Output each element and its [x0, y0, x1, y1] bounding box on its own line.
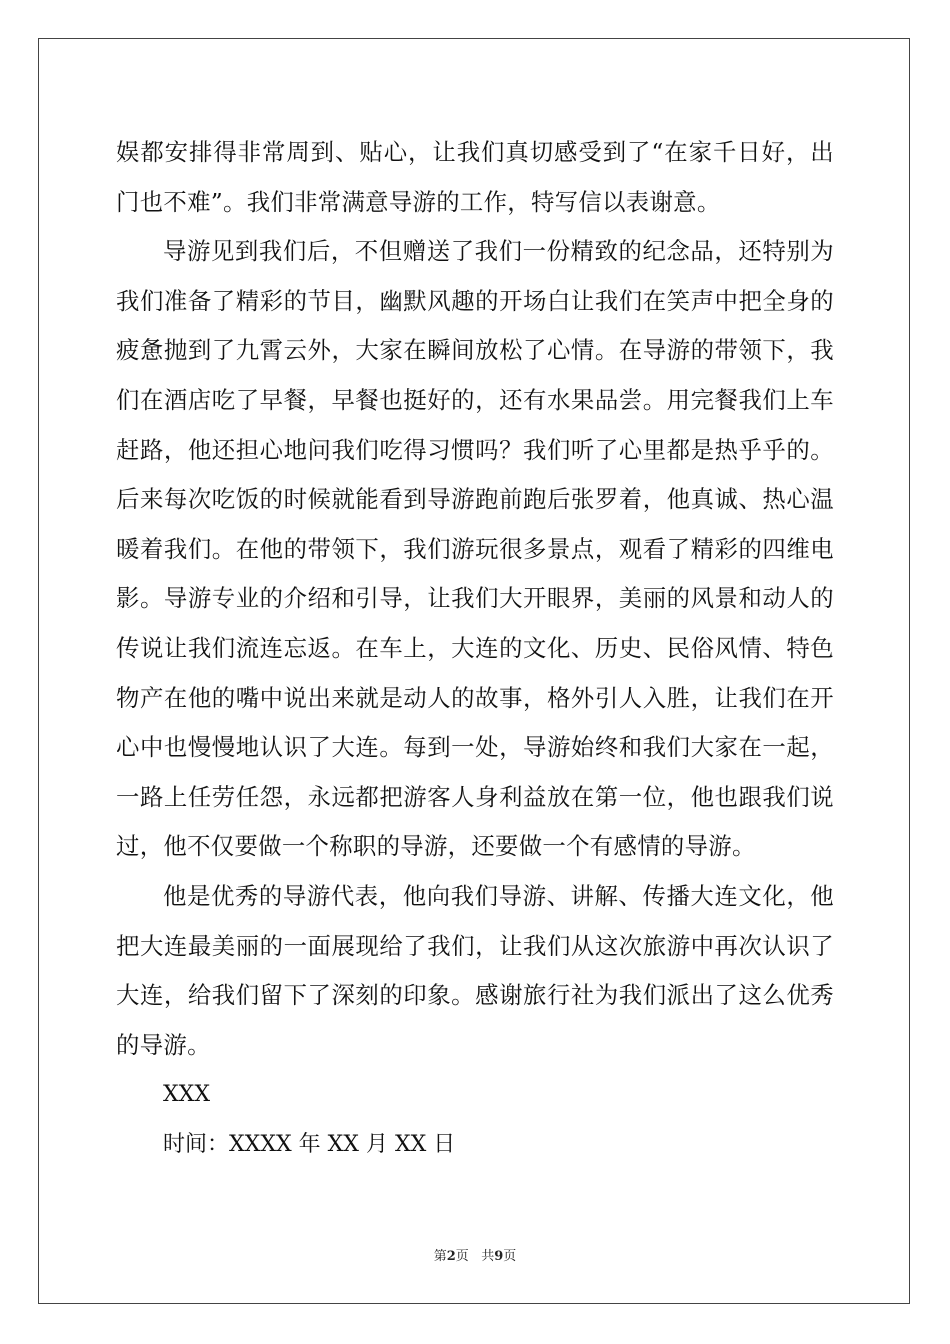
total-pages: 9 — [494, 1249, 504, 1264]
paragraph-3: 他是优秀的导游代表，他向我们导游、讲解、传播大连文化，他把大连最美丽的一面展现给了我们，让我们从这次旅游中再次认识了大连，给我们留下了深刻的印象。感谢旅行社为我们派出了这么优秀的导游。 — [116, 881, 834, 1059]
paragraph-2: 导游见到我们后，不但赠送了我们一份精致的纪念品，还特别为我们准备了精彩的节目，幽默风趣的开场白让我们在笑声中把全身的疲惫抛到了九霄云外，大家在瞬间放松了心情。在导游的带领下，我们在酒店吃了早餐，早餐也挺好的，还有水果品尝。用完餐我们上车赶路，他还担心地问我们吃得习惯吗？我们听了心里都是热乎乎的。后来每次吃饭的时候就能看到导游跑前跑后张罗着，他真诚、热心温暖着我们。在他的带领下，我们游玩很多景点，观看了精彩的四维电影。导游专业的介绍和引导，让我们大开眼界，美丽的风景和动人的传说让我们流连忘返。在车上，大连的文化、历史、民俗风情、特色物产在他的嘴中说出来就是动人的故事，格外引人入胜，让我们在开心中也慢慢地认识了大连。每到一处，导游始终和我们大家在一起，一路上任劳任怨，永远都把游客人身利益放在第一位，他也跟我们说过，他不仅要做一个称职的导游，还要做一个有感情的导游。 — [116, 237, 834, 861]
signature: XXX — [163, 1082, 210, 1108]
total-suffix: 页 — [503, 1249, 517, 1264]
paragraph-1: 娱都安排得非常周到、贴心，让我们真切感受到了“在家千日好，出门也不难”。我们非常满意导游的工作，特写信以表谢意。 — [116, 138, 834, 216]
page-footer — [0, 1245, 950, 1264]
date-line: 时间：XXXX 年 XX 月 XX 日 — [163, 1131, 456, 1157]
total-prefix: 共 — [481, 1249, 495, 1264]
page-suffix: 页 — [455, 1249, 469, 1264]
page-number: 2 — [446, 1249, 456, 1264]
page-prefix: 第 — [433, 1249, 447, 1264]
document-body — [116, 128, 834, 1169]
